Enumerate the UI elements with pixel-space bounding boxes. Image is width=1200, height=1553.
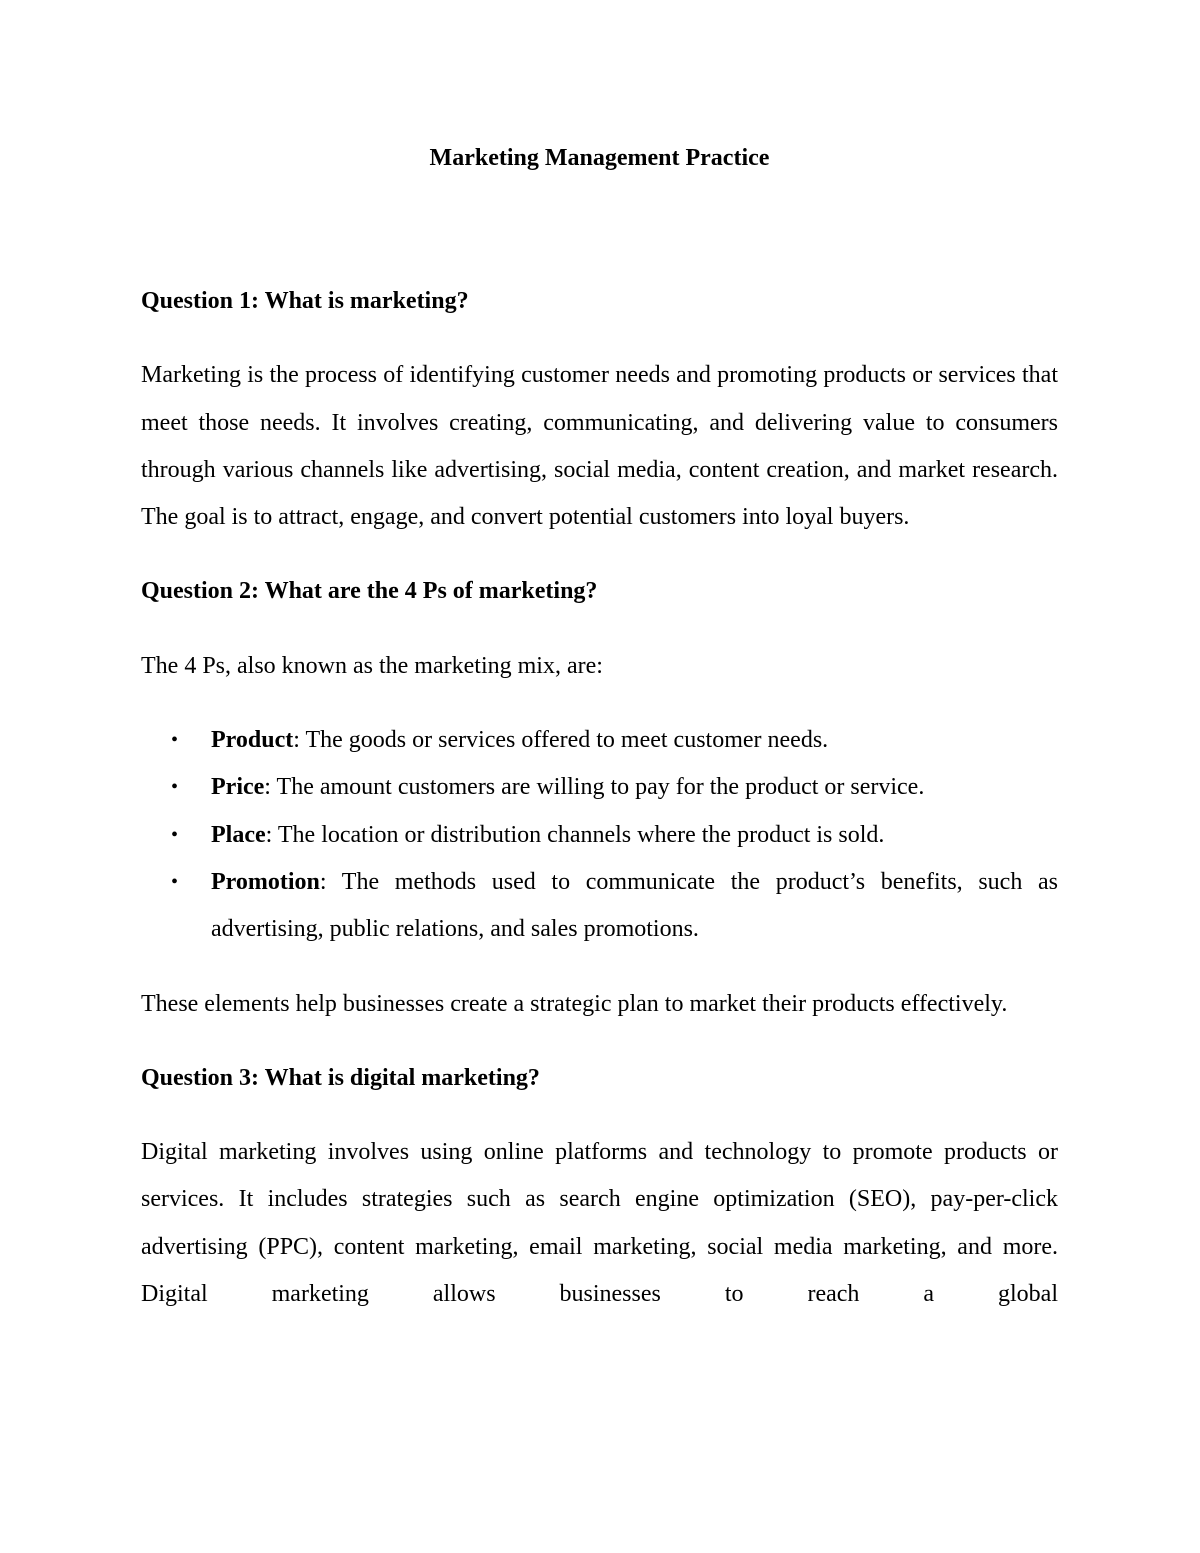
term-price: Price xyxy=(211,774,265,801)
bullet-icon: • xyxy=(171,870,179,893)
desc-product: : The goods or services offered to meet customer needs. xyxy=(293,727,829,754)
question-2-conclusion: These elements help businesses create a strategic plan to market their products effectively. xyxy=(141,990,1008,1017)
desc-price: : The amount customers are willing to pay for the product or service. xyxy=(264,774,925,801)
term-promotion: Promotion xyxy=(211,868,320,895)
list-item-price xyxy=(141,764,1058,811)
bullet-icon: • xyxy=(171,776,179,799)
document-body xyxy=(141,278,1058,1345)
document-title: Marketing Management Practice xyxy=(429,145,770,171)
question-2-heading: Question 2: What are the 4 Ps of marketing? xyxy=(141,578,598,605)
question-1-answer: Marketing is the process of identifying customer needs and promoting products or services that meet those needs. It involves creating, communicating, and delivering value to consumers through various channels like advertising, social media, content creation, and market research. The goal is to attract, engage, and convert potential customers into loyal buyers. xyxy=(141,362,1058,531)
question-2-intro: The 4 Ps, also known as the marketing mix, are: xyxy=(141,652,603,679)
question-3-heading: Question 3: What is digital marketing? xyxy=(141,1064,540,1091)
term-place: Place xyxy=(211,821,266,848)
list-item-place xyxy=(141,812,1058,859)
four-ps-list xyxy=(141,717,1058,953)
question-1-heading: Question 1: What is marketing? xyxy=(141,288,469,314)
list-item-product xyxy=(141,717,1058,764)
desc-place: : The location or distribution channels where the product is sold. xyxy=(265,821,885,848)
term-product: Product xyxy=(211,727,294,754)
bullet-icon: • xyxy=(171,729,179,752)
bullet-icon: • xyxy=(171,823,179,846)
desc-promotion: : The methods used to communicate the product’s benefits, such as advertising, public relations, and sales promotions. xyxy=(211,868,1058,943)
question-3-answer: Digital marketing involves using online platforms and technology to promote products or services. It includes strategies such as search engine optimization (SEO), pay-per-click advertising (PPC), content marketing, email marketing, social media marketing, and more. Digital marketing allows businesses to reach a global xyxy=(141,1139,1058,1308)
list-item-promotion xyxy=(141,859,1058,954)
